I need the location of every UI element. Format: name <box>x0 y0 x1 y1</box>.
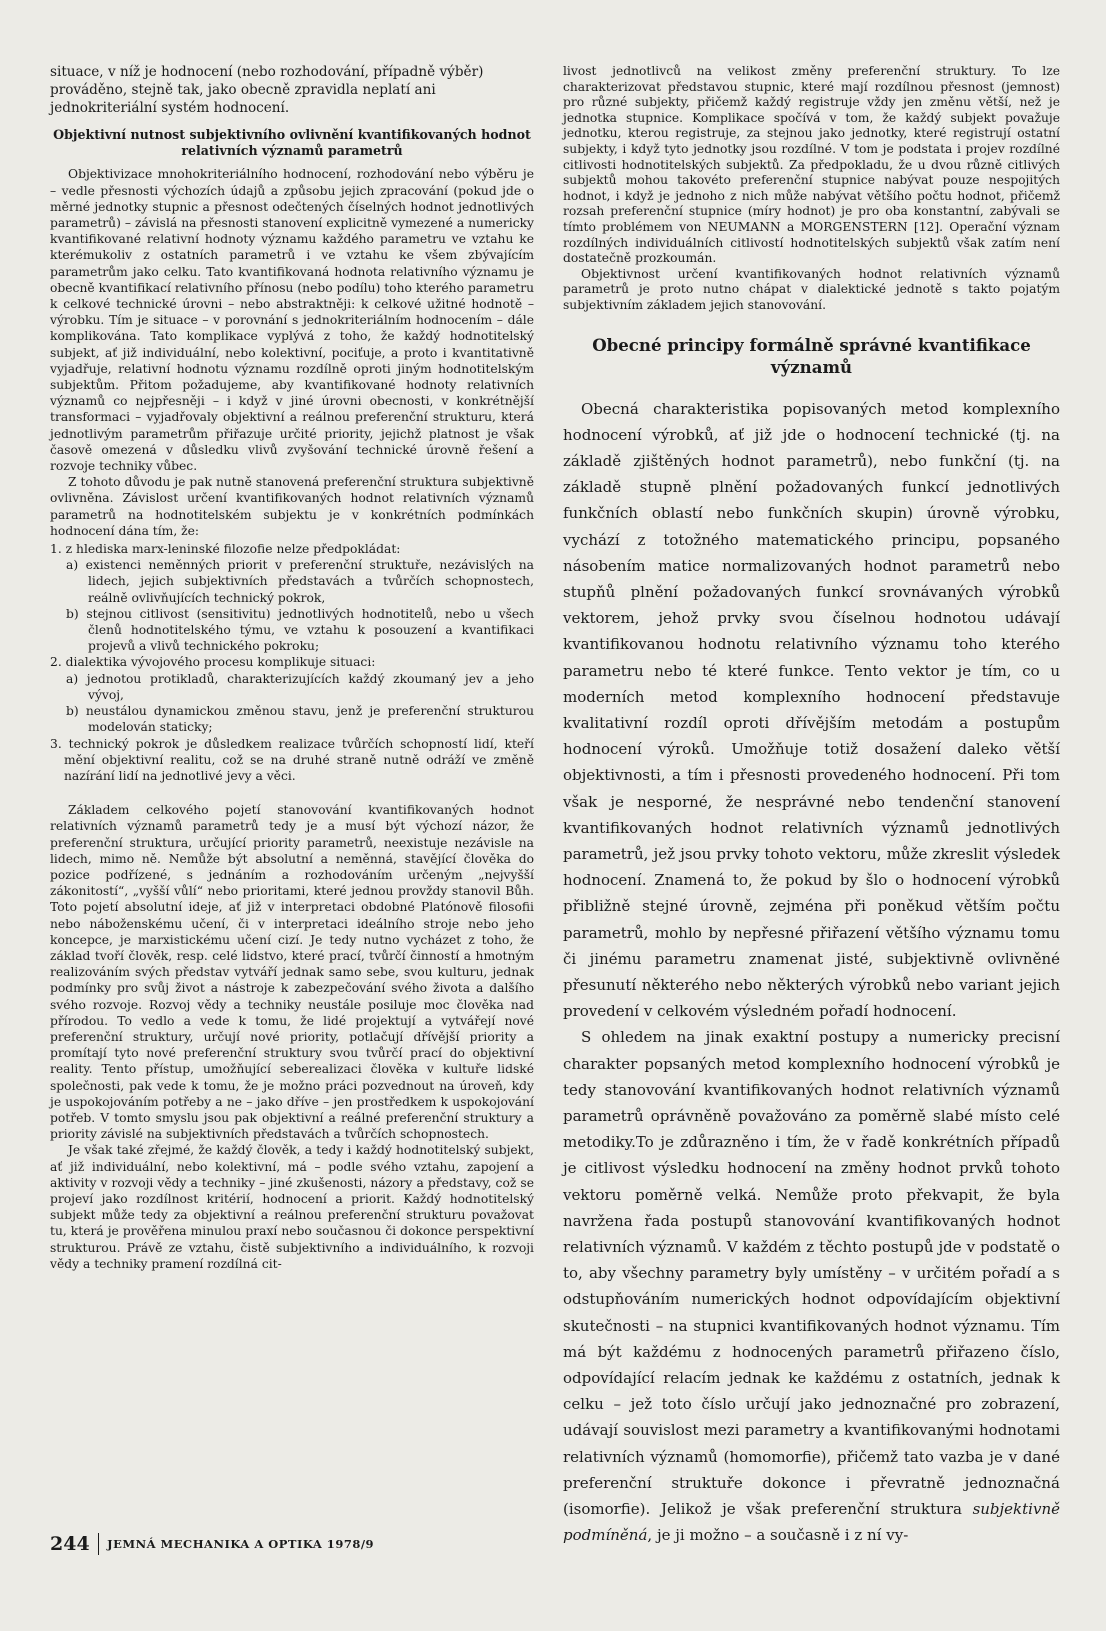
paragraph: Objektivizace mnohokriteriálního hodnocení, rozhodování nebo výběru je – vedle přesnosti výchozích údajů a způsobu jejich zpracování (pokud jde o měrné jednotky stupnic a přesnost odečtených číselných hodnot jednotlivých parametrů) – závislá na přesnosti stanovení explicitně vymezené a numericky kvantifikované relativní hodnoty významu každého parametru ve vztahu ke kterémukoliv z ostatních parametrů i ve vztahu ke všem zbývajícím parametrům jako celku. Tato kvantifikovaná hodnota relativního významu je obecně kvantifikací relativního přínosu (nebo podílu) toho kterého parametru k celkové technické úrovni – nebo abstraktněji: k celkové užitné hodnotě – výrobku. Tím je situace – v porovnání s jednokriteriálním hodnocením – dále komplikována. Tato komplikace vyplývá z toho, že každý hodnotitelský subjekt, ať již individuální, nebo kolektivní, pociťuje, a proto i kvantitativně vyjadřuje, relativní hodnotu významu rozdílně oproti jiným hodnotitelským subjektům. Přitom požadujeme, aby kvantifikované hodnoty relativních významů co nejpřesněji – i když v jiné úrovni obecnosti, v konkrétnější transformaci – vyjadřovaly objektivní a reálnou preferenční strukturu, která jednotlivým parametrům přiřazuje určité priority, jejichž platnost je však časově omezená v důsledku vlivů zvyšování technické úrovně řešení a rozvoje techniky vůbec. <box>50 167 534 474</box>
footer-divider <box>98 1533 100 1555</box>
list-item: 2. dialektika vývojového procesu komplikuje situaci: <box>50 655 376 670</box>
intro-paragraph: situace, v níž je hodnocení (nebo rozhodování, případně výběr) prováděno, stejně tak, jako obecně zpravidla neplatí ani jednokriteriální systém hodnocení. <box>50 64 484 116</box>
paragraph <box>563 1024 1060 1548</box>
emphasis-text: subjektivně podmíněná <box>563 1500 1060 1545</box>
list-item: b) neustálou dynamickou změnou stavu, jenž je preferenční strukturou modelován staticky; <box>66 704 534 735</box>
paragraph-tail: , je ji možno – a současně i z ní vy- <box>647 1526 909 1545</box>
paragraph: livost jednotlivců na velikost změny preferenční struktury. To lze charakterizovat představou stupnic, které mají rozdílnou přesnost (jemnost) pro různé subjekty, přičemž každý registruje vždy jen změnu větší, než je jednotka stupnice. Komplikace spočívá v tom, že každý subjekt považuje jednotku, kterou registruje, za stejnou jako jednotky, které registrují ostatní subjekty, i když tyto jednotky jsou rozdílné. V tom je podstata i projev rozdílné citlivosti hodnotitelských subjektů. Za předpokladu, že u dvou různě citlivých subjektů mohou takovéto preferenční stupnice nabývat pouze nespojitých hodnot, i když je jednoho z nich může nabývat většího počtu hodnot, přičemž rozsah preferenční stupnice (míry hodnot) je pro oba konstantní, zabývali se tímto problémem von NEUMANN a MORGENSTERN [12]. Operační význam rozdílných individuálních citlivostí hodnotitelských subjektů však zatím není dostatečně prozkoumán. <box>563 64 1060 266</box>
paragraph: Objektivnost určení kvantifikovaných hodnot relativních významů parametrů je proto nutno chápat v dialektické jednotě s takto pojatým subjektivním základem jejich stanovování. <box>563 266 1060 312</box>
paragraph: Z tohoto důvodu je pak nutně stanovená preferenční struktura subjektivně ovlivněna. Závislost určení kvantifikovaných hodnot relativních významů parametrů na hodnotitelském subjektu je v konkrétních podmínkách hodnocení dána tím, že: <box>50 475 534 538</box>
section-heading-left: Objektivní nutnost subjektivního ovlivnění kvantifikovaných hodnot relativních významů parametrů <box>53 127 531 158</box>
paragraph: Je však také zřejmé, že každý člověk, a tedy i každý hodnotitelský subjekt, ať již individuální, nebo kolektivní, má – podle svého vztahu, zapojení a aktivity v rozvoji vědy a techniky – jiné zkušenosti, názory a představy, což se projeví jako rozdílnost kritérií, hodnocení a priorit. Každý hodnotitelský subjekt může tedy za objektivní a reálnou preferenční strukturu považovat tu, která je prověřena minulou praxí nebo současnou či dokonce perspektivní strukturou. Právě ze vztahu, čistě subjektivního a individuálního, k rozvoji vědy a techniky pramení rozdílná cit- <box>50 1143 534 1271</box>
conditions-list <box>50 541 534 784</box>
paragraph: Obecná charakteristika popisovaných metod komplexního hodnocení výrobků, ať již jde o hodnocení technické (tj. na základě zjištěných hodnot parametrů), nebo funkční (tj. na základě stupně plnění požadovaných funkcí jednotlivých funkčních oblastí nebo funkčních skupin) úrovně výrobku, vychází z totožného matematického principu, popsaného násobením matice normalizovaných hodnot parametrů nebo stupňů plnění požadovaných funkcí srovnávaných výrobků vektorem, jehož prvky svou číselnou hodnotou udávají kvantifikovanou hodnotu relativního významu toho kterého parametru nebo té které funkce. Tento vektor je tím, co u moderních metod komplexního hodnocení představuje kvalitativní rozdíl oproti dřívějším metodám a postupům hodnocení výroků. Umožňuje totiž dosažení daleko větší objektivnosti, a tím i přesnosti provedeného hodnocení. Při tom však je nesporné, že nesprávné nebo tendenční stanovení kvantifikovaných hodnot relativních významů jednotlivých parametrů, jež jsou prvky tohoto vektoru, může zkreslit výsledek hodnocení. Znamená to, že pokud by šlo o hodnocení výrobků přibližně stejné úrovně, zejména při poněkud větším počtu parametrů, mohlo by nepřesné přiřazení většího významu tomu či jinému parametru znamenat jisté, subjektivně ovlivněné přesunutí některého nebo některých výrobků nebo variant jejich provedení v celkovém výsledném pořadí hodnocení. <box>563 399 1060 1021</box>
list-item: 1. z hlediska marx-leninské filozofie nelze předpokládat: <box>50 542 401 557</box>
page-footer <box>50 1533 374 1555</box>
journal-title: JEMNÁ MECHANIKA A OPTIKA 1978/9 <box>107 1537 375 1551</box>
page-number: 244 <box>50 1533 90 1555</box>
list-item: b) stejnou citlivost (sensitivitu) jednotlivých hodnotitelů, nebo u všech členů hodnotitelského týmu, ve vztahu k posouzení a kvantifikaci projevů a vlivů technického pokroku; <box>66 606 534 654</box>
left-column <box>50 64 534 1272</box>
list-item: a) jednotou protikladů, charakterizujících každý zkoumaný jev a jeho vývoj, <box>66 671 534 702</box>
paragraph-text: S ohledem na jinak exaktní postupy a numericky precisní charakter popsaných metod komplexního hodnocení výrobků je tedy stanovování kvantifikovaných hodnot relativních významů parametrů oprávněně považováno za poměrně slabé místo celé metodiky.To je zdůrazněno i tím, že v řadě konkrétních případů je citlivost výsledku hodnocení na změny hodnot prvků tohoto vektoru poměrně velká. Nemůže proto překvapit, že byla navržena řada postupů stanovování kvantifikovaných hodnot relativních významů. V každém z těchto postupů jde v podstatě o to, aby všechny parametry byly umístěny – v určitém pořadí a s odstupňováním numerických hodnot odpovídajícím objektivní skutečnosti – na stupnici kvantifikovaných hodnot významu. Tím má být každému z hodnocených parametrů přiřazeno číslo, odpovídající relacím jednak ke každému z ostatních, jednak k celku – jež toto číslo určují jako jednoznačné pro zobrazení, udávají souvislost mezi parametry a kvantifikovanými hodnotami relativních významů (homomorfie), přičemž tato vazba je v dané preferenční struktuře dokonce i převratně jednoznačná (isomorfie). Jelikož je však preferenční struktura <box>563 1028 1060 1519</box>
paragraph: Základem celkového pojetí stanovování kvantifikovaných hodnot relativních významů parametrů tedy je a musí být výchozí názor, že preferenční struktura, určující priority parametrů, neexistuje nezávisle na lidech, mimo ně. Nemůže být absolutní a neměnná, stavějící člověka do pozice podřízené, s jednáním a rozhodováním určeným „nejvyšší zákonitostí“, „vyšší vůlí“ nebo prioritami, které jednou provždy stanovil Bůh. Toto pojetí absolutní ideje, ať již v interpretaci obdobné Platónově filosofii nebo náboženskému učení, či v interpretaci ideálního stroje nebo jeho koncepce, je marxistickému učení cizí. Je tedy nutno vycházet z toho, že základ tvoří člověk, resp. celé lidstvo, které prací, tvůrčí činností a hmotným realizováním svých představ vytváří jednak samo sebe, svou kulturu, jednak podmínky pro svůj život a nástroje k zabezpečování svého života a dalšího svého rozvoje. Rozvoj vědy a techniky neustále posiluje moc člověka nad přírodou. To vedlo a vede k tomu, že lidé projektují a vytvářejí nové preferenční struktury, určují nové priority, potlačují dřívější priority a promítají tyto nové preferenční struktury svou tvůrčí prací do objektivní reality. Tento přístup, umožňující seberealizaci člověka v kultuře lidské společnosti, pak vede k tomu, že je možno práci pozvednout na úroveň, kdy je uspokojováním potřeby a ne – jako dříve – jen prostředkem k uspokojování potřeb. V tomto smyslu jsou pak objektivní a reálné preferenční struktury a priority závislé na subjektivních představách a tvůrčích schopnostech. <box>50 803 534 1142</box>
section-heading-right: Obecné principy formálně správné kvantifikace významů <box>592 334 1031 377</box>
right-column <box>563 64 1060 1548</box>
list-item: a) existenci neměnných priorit v preferenční struktuře, nezávislých na lidech, jejich subjektivních představách a tvůrčích schopnostech, reálně ovlivňujících technický pokrok, <box>66 558 534 605</box>
list-item: 3. technický pokrok je důsledkem realizace tvůrčích schopností lidí, kteří mění objektivní realitu, což se na druhé straně nutně odráží ve změně nazírání lidí na jednotlivé jevy a věci. <box>50 736 534 783</box>
